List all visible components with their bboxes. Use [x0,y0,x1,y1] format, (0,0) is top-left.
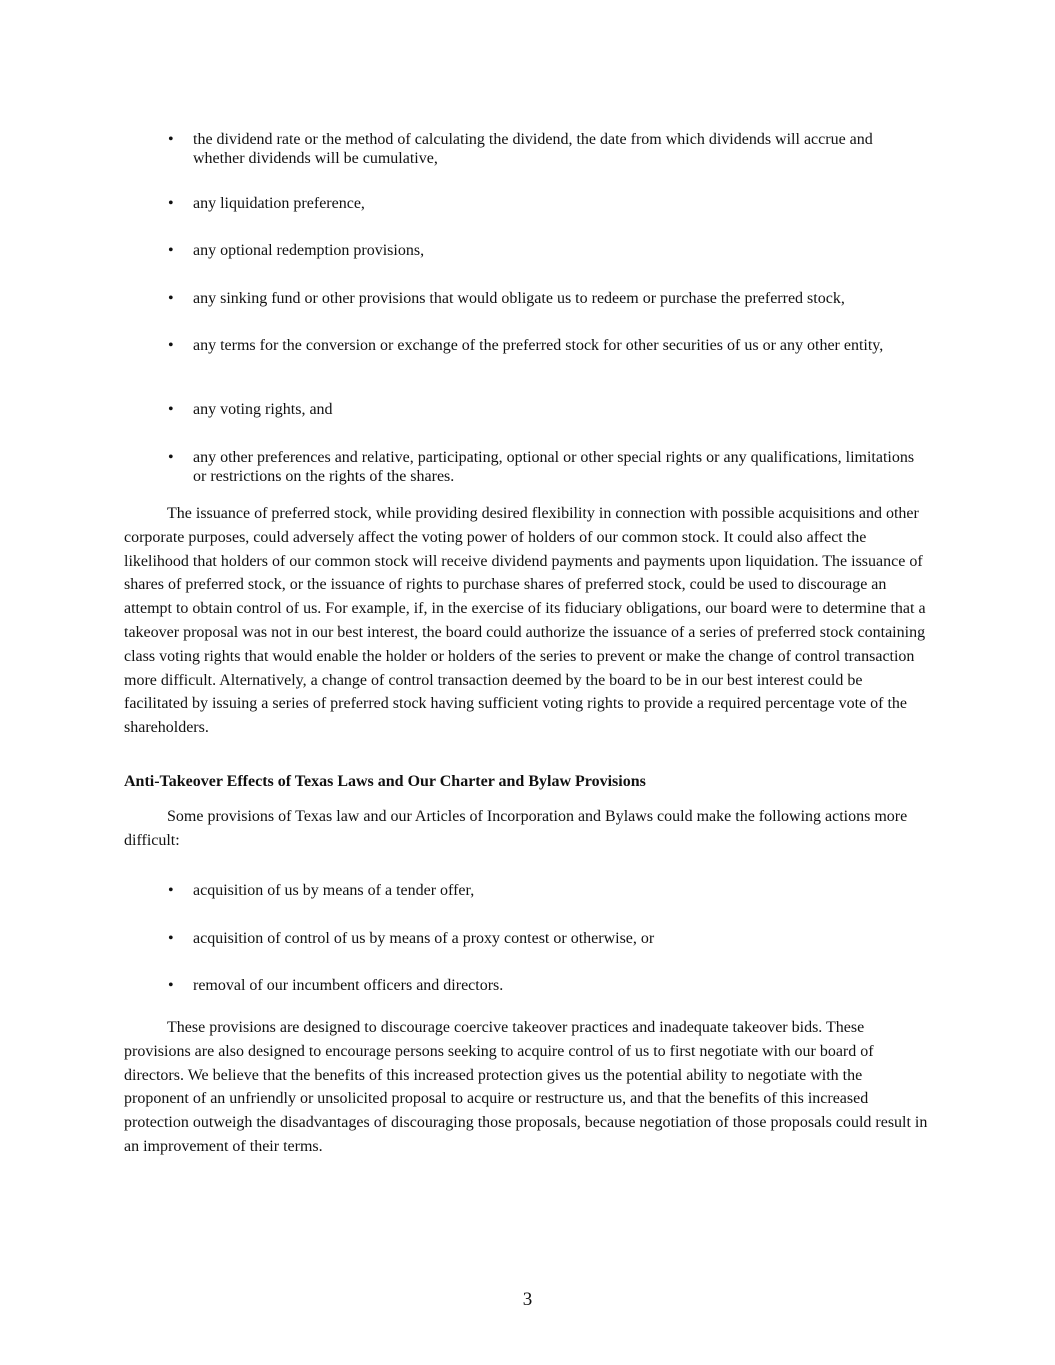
list-item-text: acquisition of control of us by means of a proxy contest or otherwise, or [193,930,655,947]
bullet-marker: • [168,195,174,212]
bullet-marker: • [168,882,174,899]
list-item [168,881,928,900]
list-item-text: any terms for the conversion or exchange of the preferred stock for other securities of us or any other entity, [193,337,884,354]
bullet-marker: • [168,930,174,947]
list-item-text: any other preferences and relative, participating, optional or other special rights or any qualifications, limitations or restrictions on the rights of the shares. [193,449,915,485]
section-heading: Anti-Takeover Effects of Texas Laws and Our Charter and Bylaw Provisions [124,773,646,790]
page-number: 3 [522,1289,533,1310]
paragraph-designed: These provisions are designed to discourage coercive takeover practices and inadequate takeover bids. These provisions are also designed to encourage persons seeking to acquire control of us to first negotiate with our board of directors. We believe that the benefits of this increased protection gives us the potential ability to negotiate with the proponent of an unfriendly or unsolicited proposal to acquire or restructure us, and that the benefits of this increased protection outweigh the disadvantages of discouraging those proposals, because negotiation of those proposals could result in an improvement of their terms. [124,1019,928,1155]
list-item-text: any voting rights, and [193,401,333,418]
paragraph-provisions-intro: Some provisions of Texas law and our Articles of Incorporation and Bylaws could make the following actions more difficult: [124,808,908,849]
list-item [168,400,928,419]
list-item [168,289,928,308]
list-item [168,448,928,486]
list-item-text: removal of our incumbent officers and directors. [193,977,504,994]
bullet-marker: • [168,401,174,418]
list-item [168,336,928,355]
bullet-marker: • [168,290,174,307]
list-item-text: any sinking fund or other provisions that would obligate us to redeem or purchase the preferred stock, [193,290,845,307]
list-item [168,976,928,995]
list-item-text: the dividend rate or the method of calculating the dividend, the date from which dividends will accrue and whether dividends will be cumulative, [193,131,873,167]
bullet-marker: • [168,242,174,259]
list-item-text: any optional redemption provisions, [193,242,425,259]
list-item [168,194,928,213]
list-item [168,929,928,948]
paragraph-issuance: The issuance of preferred stock, while providing desired flexibility in connection with possible acquisitions and other corporate purposes, could adversely affect the voting power of holders of our common stock. It could also affect the likelihood that holders of our common stock will receive dividend payments and payments upon liquidation. The issuance of shares of preferred stock, or the issuance of rights to purchase shares of preferred stock, could be used to discourage an attempt to obtain control of us. For example, if, in the exercise of its fiduciary obligations, our board were to determine that a takeover proposal was not in our best interest, the board could authorize the issuance of a series of preferred stock containing class voting rights that would enable the holder or holders of the series to prevent or make the change of control transaction more difficult. Alternatively, a change of control transaction deemed by the board to be in our best interest could be facilitated by issuing a series of preferred stock having sufficient voting rights to provide a required percentage vote of the shareholders. [124,505,926,737]
list-item-text: acquisition of us by means of a tender offer, [193,882,475,899]
bullet-marker: • [168,449,174,466]
list-item [168,130,928,168]
bullet-marker: • [168,337,174,354]
bullet-marker: • [168,131,174,148]
bullet-marker: • [168,977,174,994]
list-item-text: any liquidation preference, [193,195,365,212]
list-item [168,241,928,260]
